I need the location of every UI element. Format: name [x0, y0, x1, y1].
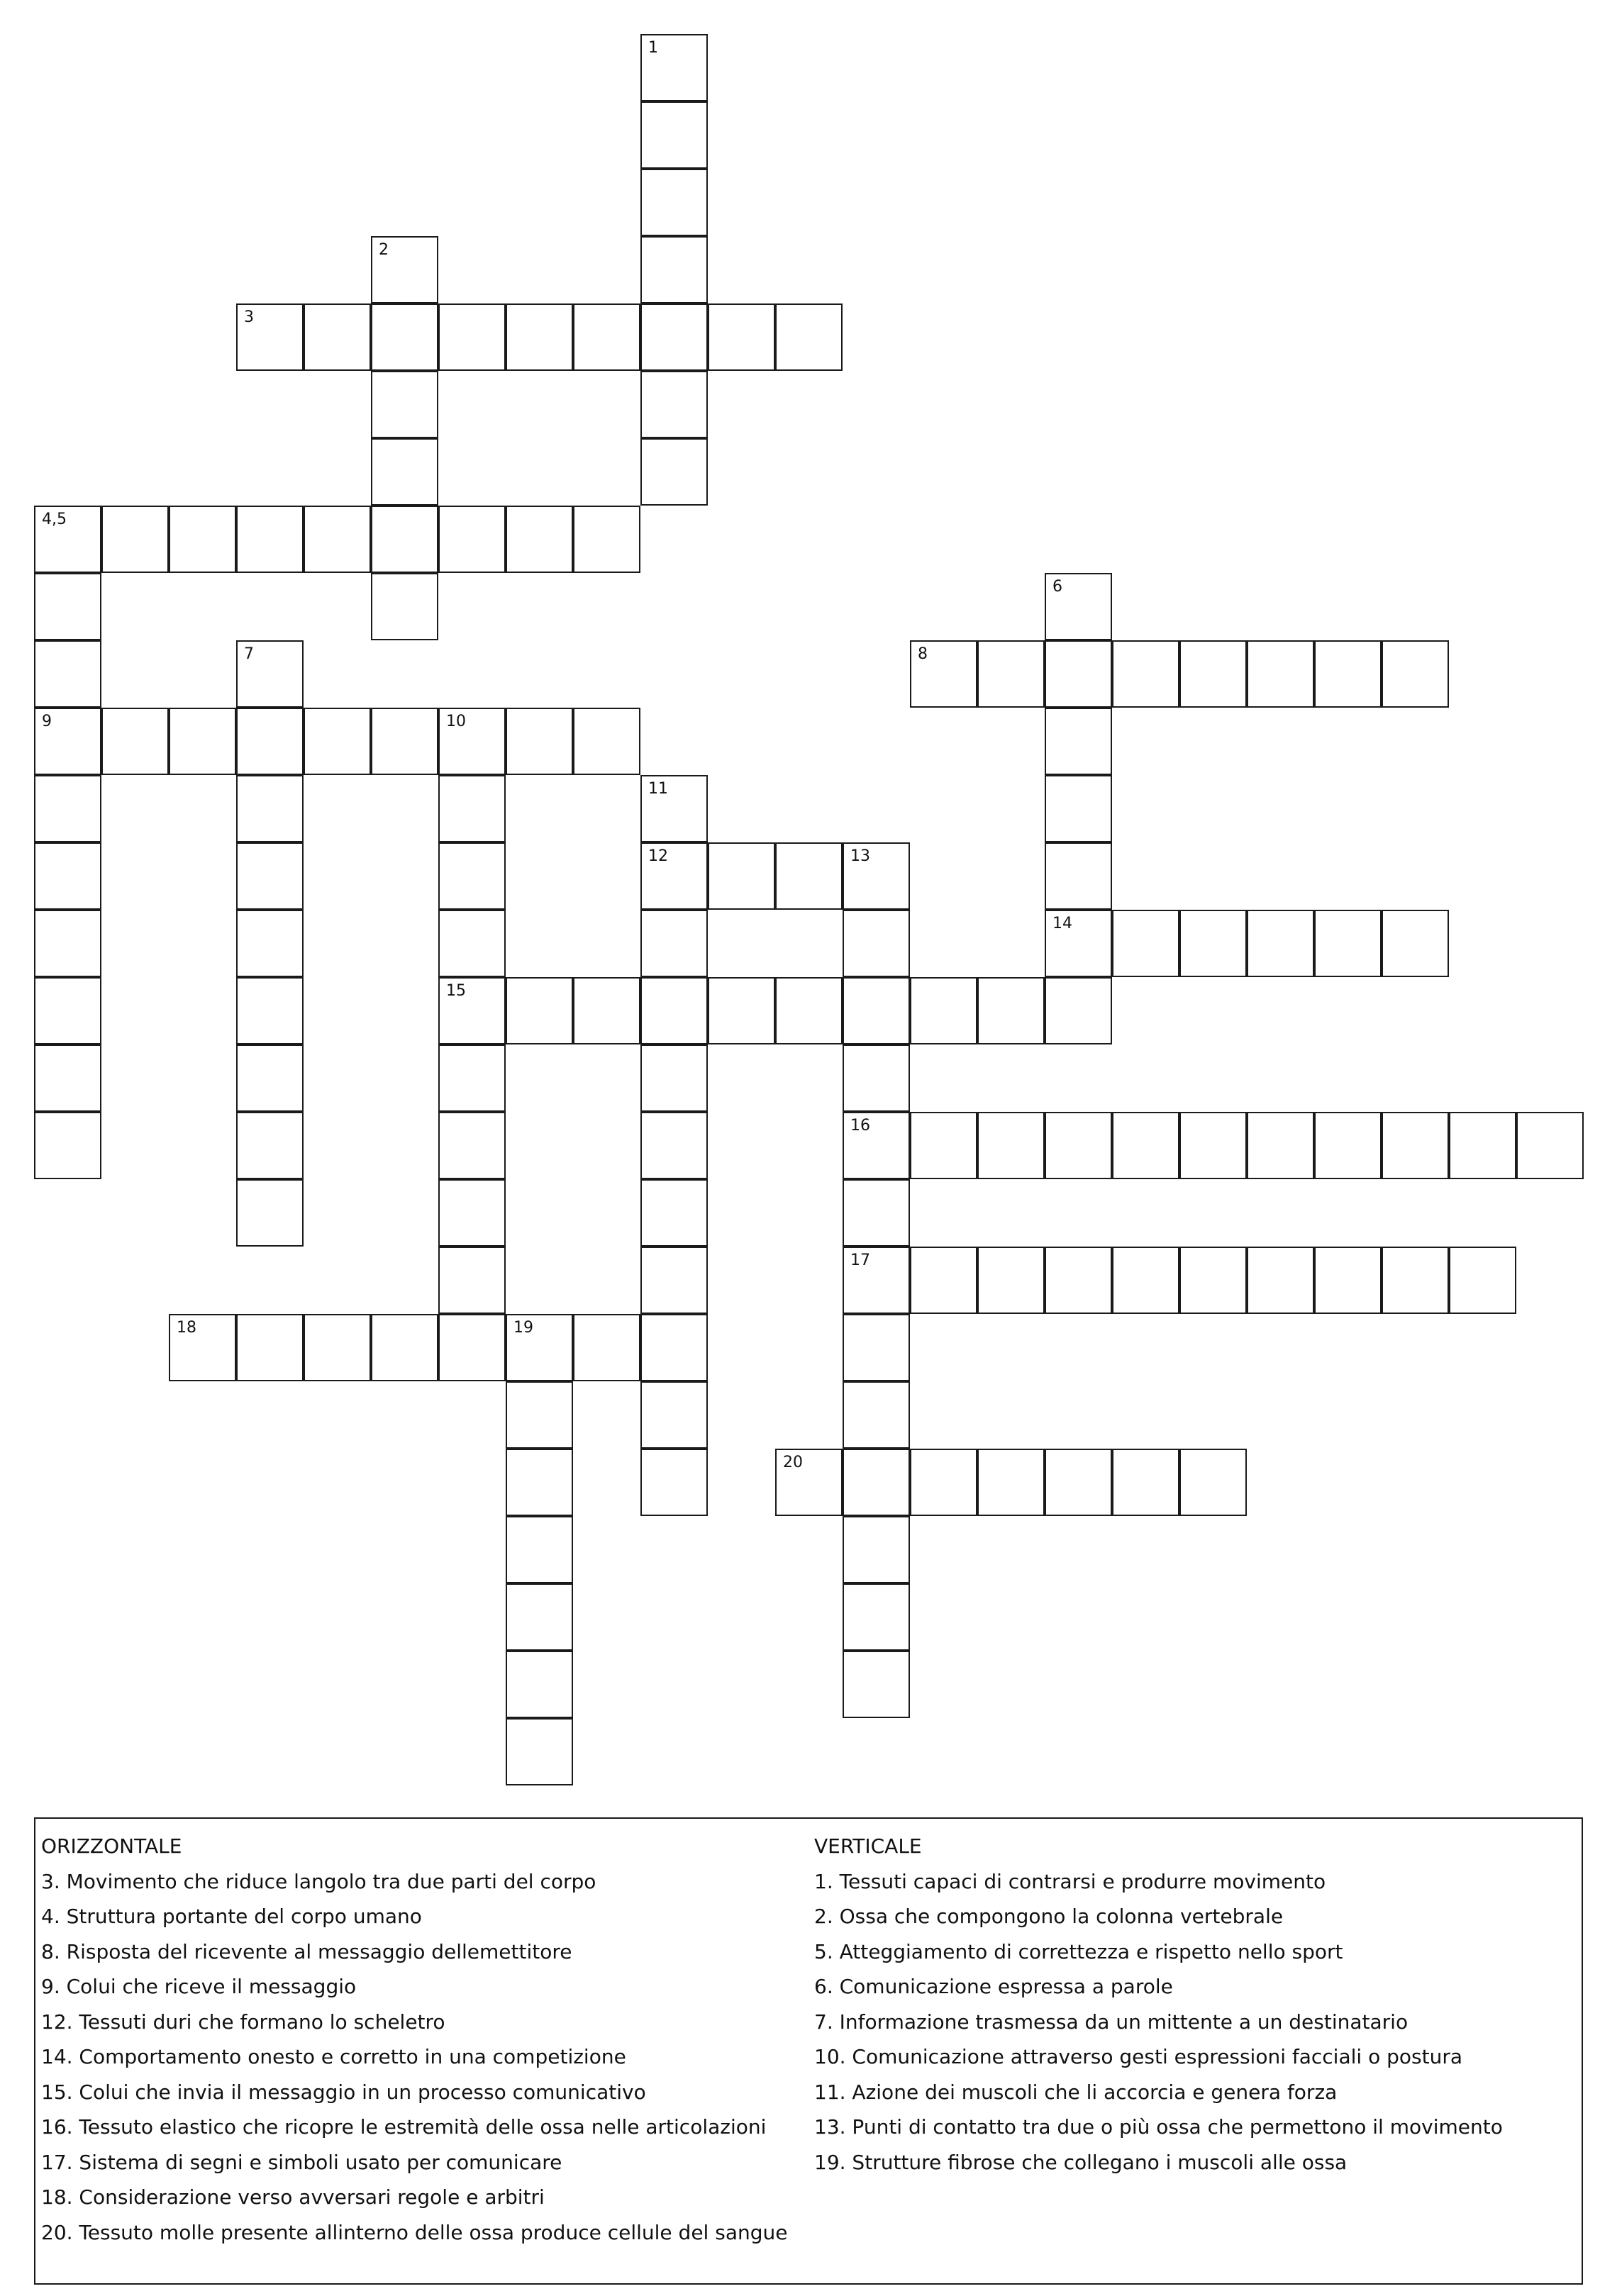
- grid-cell[interactable]: [236, 708, 304, 775]
- across-clue: 14. Comportamento onesto e corretto in una competizione: [41, 2045, 626, 2068]
- grid-cell[interactable]: [640, 303, 708, 371]
- grid-cell[interactable]: [843, 1314, 910, 1381]
- grid-cell[interactable]: [640, 775, 708, 842]
- clues-box: [34, 1817, 1583, 2285]
- grid-cell[interactable]: [573, 977, 640, 1044]
- grid-cell[interactable]: [506, 1651, 573, 1718]
- grid-cell[interactable]: [1179, 1112, 1247, 1179]
- grid-cell[interactable]: [843, 1516, 910, 1583]
- grid-cell[interactable]: [236, 1179, 304, 1247]
- grid-cell[interactable]: [1112, 1112, 1179, 1179]
- down-clue: 7. Informazione trasmessa da un mittente a un destinatario: [814, 2010, 1409, 2034]
- clue-number: 16: [850, 1117, 870, 1135]
- down-clue: 13. Punti di contatto tra due o più ossa che permettono il movimento: [814, 2115, 1503, 2139]
- grid-cell[interactable]: [236, 1044, 304, 1112]
- across-clues: [41, 1829, 807, 2250]
- grid-cell[interactable]: [34, 977, 101, 1044]
- grid-cell[interactable]: [438, 1247, 506, 1314]
- grid-cell[interactable]: [1045, 1112, 1112, 1179]
- grid-cell[interactable]: [1516, 1112, 1584, 1179]
- grid-cell[interactable]: [640, 101, 708, 169]
- grid-cell[interactable]: [236, 1112, 304, 1179]
- grid-cell[interactable]: [843, 1044, 910, 1112]
- grid-cell[interactable]: [371, 573, 438, 640]
- grid-cell[interactable]: [236, 842, 304, 910]
- grid-cell[interactable]: [169, 708, 236, 775]
- grid-cell[interactable]: [775, 842, 843, 910]
- across-clue: 20. Tessuto molle presente allinterno delle ossa produce cellule del sangue: [41, 2220, 788, 2244]
- grid-cell[interactable]: [573, 303, 640, 371]
- grid-cell[interactable]: [573, 708, 640, 775]
- grid-cell[interactable]: [1449, 1247, 1516, 1314]
- grid-cell[interactable]: [640, 1381, 708, 1449]
- clue-number: 13: [850, 847, 870, 865]
- grid-cell[interactable]: [977, 1112, 1045, 1179]
- grid-cell[interactable]: [34, 842, 101, 910]
- grid-cell[interactable]: [775, 1449, 843, 1516]
- down-clue: 11. Azione dei muscoli che li accorcia e genera forza: [814, 2080, 1338, 2104]
- down-clue-list: [814, 1864, 1573, 2180]
- grid-cell[interactable]: [640, 977, 708, 1044]
- grid-cell[interactable]: [910, 640, 977, 708]
- grid-cell[interactable]: [640, 34, 708, 101]
- across-clue: 17. Sistema di segni e simboli usato per comunicare: [41, 2150, 562, 2174]
- clue-number: 17: [850, 1252, 870, 1269]
- grid-cell[interactable]: [34, 775, 101, 842]
- grid-cell[interactable]: [640, 1044, 708, 1112]
- clue-number: 1: [648, 39, 658, 57]
- grid-cell[interactable]: [843, 1651, 910, 1718]
- grid-cell[interactable]: [371, 506, 438, 573]
- grid-cell[interactable]: [1179, 910, 1247, 977]
- grid-cell[interactable]: [910, 1112, 977, 1179]
- grid-cell[interactable]: [438, 910, 506, 977]
- grid-cell[interactable]: [977, 640, 1045, 708]
- grid-cell[interactable]: [506, 1583, 573, 1651]
- grid-cell[interactable]: [977, 977, 1045, 1044]
- grid-cell[interactable]: [34, 708, 101, 775]
- grid-cell[interactable]: [438, 977, 506, 1044]
- grid-cell[interactable]: [843, 1381, 910, 1449]
- clue-number: 2: [379, 241, 389, 259]
- grid-cell[interactable]: [1314, 640, 1382, 708]
- grid-cell[interactable]: [1045, 573, 1112, 640]
- grid-cell[interactable]: [438, 708, 506, 775]
- grid-cell[interactable]: [640, 236, 708, 303]
- grid-cell[interactable]: [236, 775, 304, 842]
- grid-cell[interactable]: [1247, 1112, 1314, 1179]
- clue-number: 15: [446, 982, 466, 1000]
- grid-cell[interactable]: [977, 1247, 1045, 1314]
- grid-cell[interactable]: [371, 303, 438, 371]
- grid-cell[interactable]: [34, 573, 101, 640]
- grid-cell[interactable]: [236, 977, 304, 1044]
- grid-cell[interactable]: [371, 1314, 438, 1381]
- down-clue: 2. Ossa che compongono la colonna vertebrale: [814, 1905, 1284, 1928]
- grid-cell[interactable]: [1112, 1449, 1179, 1516]
- grid-cell[interactable]: [101, 506, 169, 573]
- grid-cell[interactable]: [1045, 842, 1112, 910]
- grid-cell[interactable]: [640, 1112, 708, 1179]
- grid-cell[interactable]: [1179, 1449, 1247, 1516]
- grid-cell[interactable]: [910, 1449, 977, 1516]
- grid-cell[interactable]: [438, 1314, 506, 1381]
- across-clue: 9. Colui che riceve il messaggio: [41, 1975, 357, 1998]
- across-clue: 16. Tessuto elastico che ricopre le estremità delle ossa nelle articolazioni: [41, 2115, 767, 2139]
- grid-cell[interactable]: [843, 910, 910, 977]
- grid-cell[interactable]: [1179, 1247, 1247, 1314]
- grid-cell[interactable]: [506, 1449, 573, 1516]
- clue-number: 18: [177, 1319, 196, 1337]
- clue-number: 3: [244, 308, 254, 326]
- grid-cell[interactable]: [438, 1112, 506, 1179]
- grid-cell[interactable]: [236, 506, 304, 573]
- grid-cell[interactable]: [640, 910, 708, 977]
- grid-cell[interactable]: [708, 977, 775, 1044]
- grid-cell[interactable]: [843, 1449, 910, 1516]
- grid-cell[interactable]: [1045, 1449, 1112, 1516]
- grid-cell[interactable]: [438, 775, 506, 842]
- grid-cell[interactable]: [977, 1449, 1045, 1516]
- grid-cell[interactable]: [438, 303, 506, 371]
- grid-cell[interactable]: [236, 640, 304, 708]
- grid-cell[interactable]: [304, 506, 371, 573]
- grid-cell[interactable]: [640, 842, 708, 910]
- grid-cell[interactable]: [1045, 708, 1112, 775]
- grid-cell[interactable]: [708, 303, 775, 371]
- down-clue: 1. Tessuti capaci di contrarsi e produrre movimento: [814, 1869, 1326, 1893]
- grid-cell[interactable]: [371, 708, 438, 775]
- grid-cell[interactable]: [1045, 977, 1112, 1044]
- clue-number: 12: [648, 847, 668, 865]
- grid-cell[interactable]: [1382, 1247, 1449, 1314]
- grid-cell[interactable]: [304, 708, 371, 775]
- clue-number: 10: [446, 713, 466, 730]
- grid-cell[interactable]: [640, 169, 708, 236]
- clue-number: 6: [1052, 578, 1062, 596]
- grid-cell[interactable]: [573, 1314, 640, 1381]
- grid-cell[interactable]: [1247, 1247, 1314, 1314]
- grid-cell[interactable]: [506, 303, 573, 371]
- grid-cell[interactable]: [506, 1718, 573, 1785]
- grid-cell[interactable]: [1247, 640, 1314, 708]
- grid-cell[interactable]: [169, 1314, 236, 1381]
- grid-cell[interactable]: [1112, 910, 1179, 977]
- grid-cell[interactable]: [1382, 1112, 1449, 1179]
- clue-number: 9: [42, 713, 52, 730]
- grid-cell[interactable]: [910, 977, 977, 1044]
- grid-cell[interactable]: [304, 303, 371, 371]
- down-clue: 5. Atteggiamento di correttezza e rispetto nello sport: [814, 1939, 1343, 1963]
- grid-cell[interactable]: [438, 1179, 506, 1247]
- grid-cell[interactable]: [169, 506, 236, 573]
- grid-cell[interactable]: [1112, 640, 1179, 708]
- grid-cell[interactable]: [1382, 910, 1449, 977]
- grid-cell[interactable]: [506, 977, 573, 1044]
- grid-cell[interactable]: [506, 708, 573, 775]
- grid-cell[interactable]: [506, 1314, 573, 1381]
- clue-number: 19: [513, 1319, 533, 1337]
- across-title: ORIZZONTALE: [41, 1834, 182, 1858]
- grid-cell[interactable]: [438, 506, 506, 573]
- down-clue: 6. Comunicazione espressa a parole: [814, 1975, 1173, 1998]
- grid-cell[interactable]: [1314, 1112, 1382, 1179]
- across-clue: 12. Tessuti duri che formano lo scheletro: [41, 2010, 445, 2034]
- grid-cell[interactable]: [640, 438, 708, 506]
- grid-cell[interactable]: [910, 1247, 977, 1314]
- clue-number: 7: [244, 645, 254, 663]
- grid-cell[interactable]: [573, 506, 640, 573]
- grid-cell[interactable]: [843, 842, 910, 910]
- grid-cell[interactable]: [843, 1247, 910, 1314]
- across-clue: 8. Risposta del ricevente al messaggio dellemettitore: [41, 1939, 572, 1963]
- clue-number: 4,5: [42, 511, 67, 528]
- grid-cell[interactable]: [34, 1044, 101, 1112]
- across-clue: 3. Movimento che riduce langolo tra due parti del corpo: [41, 1869, 596, 1893]
- grid-cell[interactable]: [1045, 775, 1112, 842]
- grid-cell[interactable]: [371, 371, 438, 438]
- grid-cell[interactable]: [843, 1179, 910, 1247]
- grid-cell[interactable]: [1382, 640, 1449, 708]
- grid-cell[interactable]: [371, 236, 438, 303]
- grid-cell[interactable]: [101, 708, 169, 775]
- grid-cell[interactable]: [34, 506, 101, 573]
- down-clue: 10. Comunicazione attraverso gesti espressioni facciali o postura: [814, 2045, 1462, 2068]
- grid-cell[interactable]: [506, 506, 573, 573]
- grid-cell[interactable]: [236, 910, 304, 977]
- across-clue: 4. Struttura portante del corpo umano: [41, 1905, 422, 1928]
- down-clues: [814, 1829, 1573, 2180]
- grid-cell[interactable]: [1112, 1247, 1179, 1314]
- grid-cell[interactable]: [775, 303, 843, 371]
- grid-cell[interactable]: [1314, 910, 1382, 977]
- grid-cell[interactable]: [640, 1247, 708, 1314]
- grid-cell[interactable]: [371, 438, 438, 506]
- grid-cell[interactable]: [1045, 640, 1112, 708]
- grid-cell[interactable]: [438, 842, 506, 910]
- grid-cell[interactable]: [843, 977, 910, 1044]
- grid-cell[interactable]: [640, 1314, 708, 1381]
- grid-cell[interactable]: [236, 1314, 304, 1381]
- grid-cell[interactable]: [640, 371, 708, 438]
- across-clue-list: [41, 1864, 807, 2251]
- grid-cell[interactable]: [1314, 1247, 1382, 1314]
- across-clue: 15. Colui che invia il messaggio in un processo comunicativo: [41, 2080, 646, 2104]
- grid-cell[interactable]: [775, 977, 843, 1044]
- clue-number: 11: [648, 780, 668, 798]
- grid-cell[interactable]: [304, 1314, 371, 1381]
- clue-number: 14: [1052, 915, 1072, 932]
- clue-number: 8: [918, 645, 928, 663]
- grid-cell[interactable]: [236, 303, 304, 371]
- grid-cell[interactable]: [1449, 1112, 1516, 1179]
- grid-cell[interactable]: [34, 640, 101, 708]
- grid-cell[interactable]: [1045, 1247, 1112, 1314]
- grid-cell[interactable]: [640, 1179, 708, 1247]
- grid-cell[interactable]: [506, 1516, 573, 1583]
- down-clue: 19. Strutture fibrose che collegano i muscoli alle ossa: [814, 2150, 1348, 2174]
- down-title: VERTICALE: [814, 1834, 922, 1858]
- grid-cell[interactable]: [506, 1381, 573, 1449]
- clue-number: 20: [783, 1454, 803, 1471]
- grid-cell[interactable]: [34, 910, 101, 977]
- grid-cell[interactable]: [1045, 910, 1112, 977]
- grid-cell[interactable]: [843, 1112, 910, 1179]
- grid-cell[interactable]: [843, 1583, 910, 1651]
- grid-cell[interactable]: [1247, 910, 1314, 977]
- grid-cell[interactable]: [640, 1449, 708, 1516]
- grid-cell[interactable]: [1179, 640, 1247, 708]
- grid-cell[interactable]: [34, 1112, 101, 1179]
- across-clue: 18. Considerazione verso avversari regole e arbitri: [41, 2185, 545, 2209]
- grid-cell[interactable]: [708, 842, 775, 910]
- grid-cell[interactable]: [438, 1044, 506, 1112]
